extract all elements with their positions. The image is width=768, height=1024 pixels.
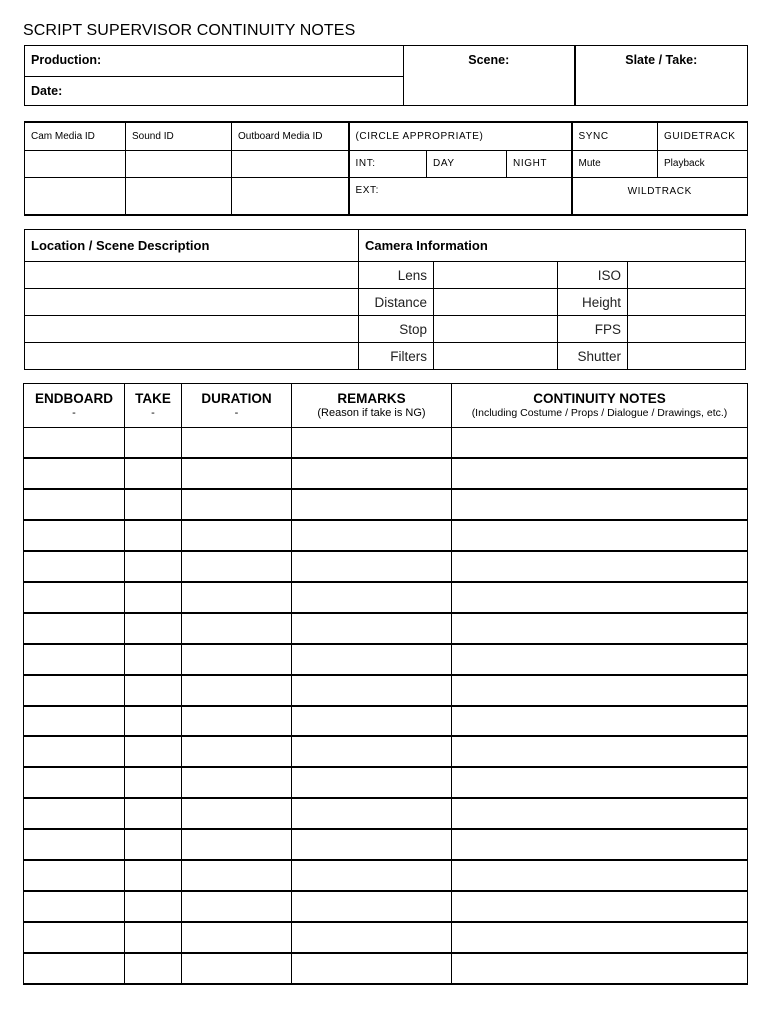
height-label: Height bbox=[558, 289, 628, 316]
take-row bbox=[24, 520, 748, 551]
continuity-notes-cell[interactable] bbox=[452, 767, 748, 798]
height-field[interactable] bbox=[628, 289, 746, 316]
remarks-cell[interactable] bbox=[292, 675, 452, 706]
continuity-notes-cell[interactable] bbox=[452, 520, 748, 551]
night-option[interactable]: NIGHT bbox=[507, 150, 572, 177]
continuity-notes-cell[interactable] bbox=[452, 551, 748, 582]
endboard-cell[interactable] bbox=[24, 613, 125, 644]
take-cell[interactable] bbox=[125, 798, 182, 829]
ext-option[interactable]: EXT: bbox=[349, 177, 572, 215]
take-cell[interactable] bbox=[125, 767, 182, 798]
continuity-notes-cell[interactable] bbox=[452, 860, 748, 891]
duration-cell[interactable] bbox=[182, 428, 292, 459]
continuity-notes-cell[interactable] bbox=[452, 644, 748, 675]
remarks-header: REMARKS (Reason if take is NG) bbox=[292, 384, 452, 428]
continuity-notes-cell[interactable] bbox=[452, 428, 748, 459]
remarks-cell[interactable] bbox=[292, 829, 452, 860]
day-option[interactable]: DAY bbox=[427, 150, 507, 177]
sync-option[interactable]: SYNC bbox=[572, 122, 658, 150]
take-row bbox=[24, 582, 748, 613]
sound-id-cell[interactable] bbox=[126, 150, 232, 177]
remarks-cell[interactable] bbox=[292, 706, 452, 737]
take-row bbox=[24, 551, 748, 582]
duration-cell[interactable] bbox=[182, 706, 292, 737]
take-cell[interactable] bbox=[125, 551, 182, 582]
duration-header: DURATION - bbox=[182, 384, 292, 428]
take-cell[interactable] bbox=[125, 428, 182, 459]
endboard-cell[interactable] bbox=[24, 706, 125, 737]
endboard-cell[interactable] bbox=[24, 736, 125, 767]
endboard-cell[interactable] bbox=[24, 551, 125, 582]
duration-cell[interactable] bbox=[182, 767, 292, 798]
outboard-media-id-cell[interactable] bbox=[232, 177, 349, 215]
duration-cell[interactable] bbox=[182, 922, 292, 953]
duration-cell[interactable] bbox=[182, 953, 292, 984]
shutter-field[interactable] bbox=[628, 343, 746, 370]
take-row bbox=[24, 613, 748, 644]
remarks-cell[interactable] bbox=[292, 736, 452, 767]
duration-cell[interactable] bbox=[182, 458, 292, 489]
take-cell[interactable] bbox=[125, 860, 182, 891]
lens-label: Lens bbox=[359, 262, 434, 289]
take-cell[interactable] bbox=[125, 489, 182, 520]
takes-table bbox=[23, 383, 748, 985]
take-cell[interactable] bbox=[125, 891, 182, 922]
take-cell[interactable] bbox=[125, 953, 182, 984]
take-cell[interactable] bbox=[125, 458, 182, 489]
take-row bbox=[24, 428, 748, 459]
cam-media-id-cell[interactable] bbox=[25, 177, 126, 215]
remarks-cell[interactable] bbox=[292, 798, 452, 829]
remarks-cell[interactable] bbox=[292, 551, 452, 582]
sound-id-label: Sound ID bbox=[126, 122, 232, 150]
continuity-notes-cell[interactable] bbox=[452, 891, 748, 922]
continuity-notes-cell[interactable] bbox=[452, 613, 748, 644]
take-row bbox=[24, 458, 748, 489]
circle-appropriate-label: (CIRCLE APPROPRIATE) bbox=[349, 122, 572, 150]
location-description-cell[interactable] bbox=[25, 316, 359, 343]
continuity-notes-cell[interactable] bbox=[452, 829, 748, 860]
continuity-notes-header: CONTINUITY NOTES (Including Costume / Props / Dialogue / Drawings, etc.) bbox=[452, 384, 748, 428]
take-cell[interactable] bbox=[125, 675, 182, 706]
take-cell[interactable] bbox=[125, 520, 182, 551]
continuity-notes-cell[interactable] bbox=[452, 798, 748, 829]
duration-cell[interactable] bbox=[182, 613, 292, 644]
remarks-cell[interactable] bbox=[292, 613, 452, 644]
outboard-media-id-label: Outboard Media ID bbox=[232, 122, 349, 150]
duration-cell[interactable] bbox=[182, 551, 292, 582]
endboard-cell[interactable] bbox=[24, 675, 125, 706]
take-cell[interactable] bbox=[125, 829, 182, 860]
take-row bbox=[24, 736, 748, 767]
continuity-notes-cell[interactable] bbox=[452, 675, 748, 706]
endboard-cell[interactable] bbox=[24, 798, 125, 829]
remarks-cell[interactable] bbox=[292, 767, 452, 798]
remarks-cell[interactable] bbox=[292, 953, 452, 984]
outboard-media-id-cell[interactable] bbox=[232, 150, 349, 177]
cam-media-id-label: Cam Media ID bbox=[25, 122, 126, 150]
endboard-cell[interactable] bbox=[24, 829, 125, 860]
remarks-cell[interactable] bbox=[292, 860, 452, 891]
take-cell[interactable] bbox=[125, 736, 182, 767]
continuity-notes-cell[interactable] bbox=[452, 706, 748, 737]
take-cell[interactable] bbox=[125, 582, 182, 613]
int-option[interactable]: INT: bbox=[349, 150, 427, 177]
take-row bbox=[24, 922, 748, 953]
remarks-cell[interactable] bbox=[292, 582, 452, 613]
stop-field[interactable] bbox=[434, 316, 558, 343]
endboard-cell[interactable] bbox=[24, 458, 125, 489]
duration-cell[interactable] bbox=[182, 860, 292, 891]
endboard-cell[interactable] bbox=[24, 767, 125, 798]
mute-option[interactable]: Mute bbox=[572, 150, 658, 177]
duration-cell[interactable] bbox=[182, 644, 292, 675]
location-camera-table bbox=[24, 229, 746, 370]
production-header-table bbox=[24, 45, 748, 106]
guidetrack-option[interactable]: GUIDETRACK bbox=[658, 122, 748, 150]
duration-cell[interactable] bbox=[182, 489, 292, 520]
take-row bbox=[24, 675, 748, 706]
remarks-cell[interactable] bbox=[292, 458, 452, 489]
remarks-cell[interactable] bbox=[292, 428, 452, 459]
endboard-cell[interactable] bbox=[24, 520, 125, 551]
filters-field[interactable] bbox=[434, 343, 558, 370]
remarks-cell[interactable] bbox=[292, 489, 452, 520]
take-row bbox=[24, 953, 748, 984]
endboard-cell[interactable] bbox=[24, 428, 125, 459]
page-title: SCRIPT SUPERVISOR CONTINUITY NOTES bbox=[23, 22, 356, 39]
continuity-notes-cell[interactable] bbox=[452, 922, 748, 953]
endboard-cell[interactable] bbox=[24, 922, 125, 953]
endboard-cell[interactable] bbox=[24, 860, 125, 891]
lens-field[interactable] bbox=[434, 262, 558, 289]
continuity-notes-cell[interactable] bbox=[452, 489, 748, 520]
camera-information-header: Camera Information bbox=[359, 230, 746, 262]
take-row bbox=[24, 798, 748, 829]
duration-cell[interactable] bbox=[182, 675, 292, 706]
take-row bbox=[24, 644, 748, 675]
take-row bbox=[24, 829, 748, 860]
slate-take-field[interactable]: Slate / Take: bbox=[575, 46, 748, 106]
remarks-cell[interactable] bbox=[292, 922, 452, 953]
take-cell[interactable] bbox=[125, 922, 182, 953]
filters-label: Filters bbox=[359, 343, 434, 370]
take-cell[interactable] bbox=[125, 613, 182, 644]
take-row bbox=[24, 489, 748, 520]
endboard-cell[interactable] bbox=[24, 953, 125, 984]
remarks-cell[interactable] bbox=[292, 644, 452, 675]
iso-field[interactable] bbox=[628, 262, 746, 289]
take-row bbox=[24, 767, 748, 798]
continuity-notes-cell[interactable] bbox=[452, 582, 748, 613]
take-cell[interactable] bbox=[125, 644, 182, 675]
media-table bbox=[24, 121, 748, 216]
remarks-cell[interactable] bbox=[292, 891, 452, 922]
production-field[interactable]: Production: bbox=[25, 46, 404, 77]
wildtrack-option[interactable]: WILDTRACK bbox=[572, 177, 748, 215]
continuity-notes-cell[interactable] bbox=[452, 458, 748, 489]
fps-field[interactable] bbox=[628, 316, 746, 343]
sound-id-cell[interactable] bbox=[126, 177, 232, 215]
location-description-cell[interactable] bbox=[25, 289, 359, 316]
distance-field[interactable] bbox=[434, 289, 558, 316]
take-header: TAKE - bbox=[125, 384, 182, 428]
iso-label: ISO bbox=[558, 262, 628, 289]
cam-media-id-cell[interactable] bbox=[25, 150, 126, 177]
take-row bbox=[24, 891, 748, 922]
shutter-label: Shutter bbox=[558, 343, 628, 370]
take-row bbox=[24, 706, 748, 737]
duration-cell[interactable] bbox=[182, 520, 292, 551]
continuity-notes-cell[interactable] bbox=[452, 953, 748, 984]
fps-label: FPS bbox=[558, 316, 628, 343]
duration-cell[interactable] bbox=[182, 582, 292, 613]
endboard-cell[interactable] bbox=[24, 582, 125, 613]
distance-label: Distance bbox=[359, 289, 434, 316]
endboard-cell[interactable] bbox=[24, 489, 125, 520]
stop-label: Stop bbox=[359, 316, 434, 343]
endboard-header: ENDBOARD - bbox=[24, 384, 125, 428]
duration-cell[interactable] bbox=[182, 798, 292, 829]
date-field[interactable]: Date: bbox=[25, 77, 404, 106]
duration-cell[interactable] bbox=[182, 736, 292, 767]
endboard-cell[interactable] bbox=[24, 644, 125, 675]
location-description-header: Location / Scene Description bbox=[25, 230, 359, 262]
continuity-notes-cell[interactable] bbox=[452, 736, 748, 767]
take-cell[interactable] bbox=[125, 706, 182, 737]
duration-cell[interactable] bbox=[182, 829, 292, 860]
location-description-cell[interactable] bbox=[25, 262, 359, 289]
location-description-cell[interactable] bbox=[25, 343, 359, 370]
duration-cell[interactable] bbox=[182, 891, 292, 922]
take-row bbox=[24, 860, 748, 891]
scene-field[interactable]: Scene: bbox=[404, 46, 575, 106]
endboard-cell[interactable] bbox=[24, 891, 125, 922]
playback-option[interactable]: Playback bbox=[658, 150, 748, 177]
remarks-cell[interactable] bbox=[292, 520, 452, 551]
